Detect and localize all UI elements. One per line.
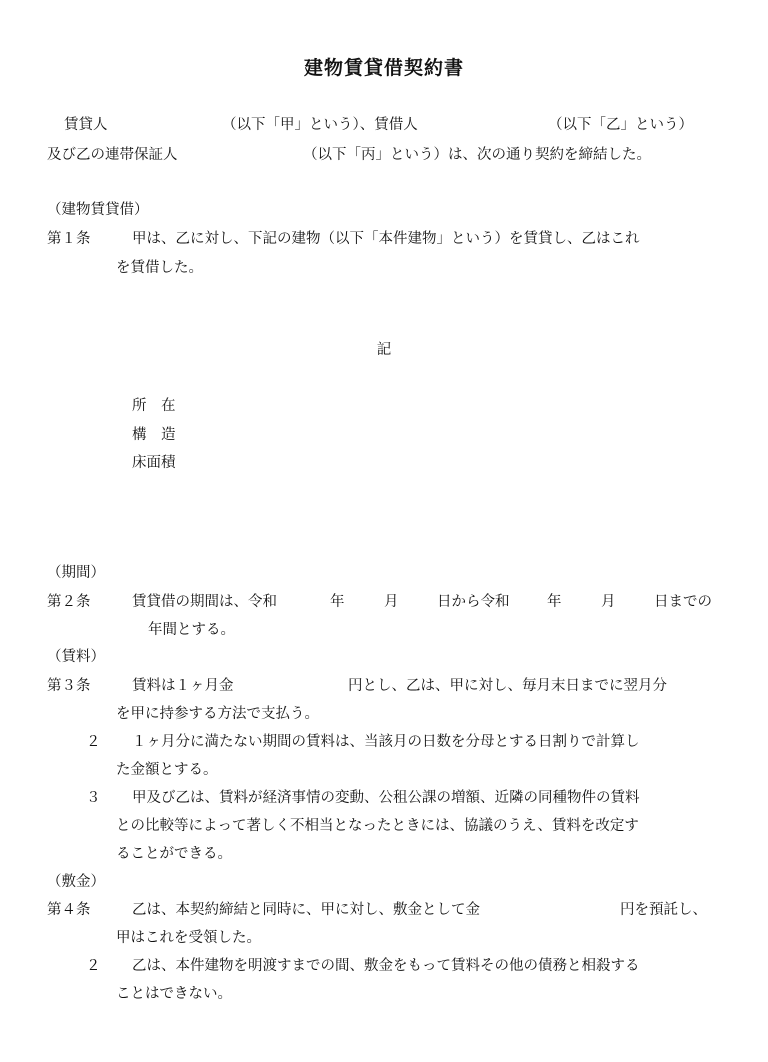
article-4-para-2-line-2: ことはできない。 — [116, 986, 232, 1002]
article-3-para-2-number: ２ — [86, 734, 101, 750]
article-2-year-1: 年 — [330, 594, 345, 610]
article-2-day-2: 日までの — [654, 594, 712, 610]
article-4-heading: （敷金） — [47, 874, 105, 890]
article-3-heading: （賃料） — [47, 649, 105, 665]
article-4-text-start: 乙は、本契約締結と同時に、甲に対し、敷金として金 — [132, 902, 480, 918]
article-3-para-2-line-1: １ヶ月分に満たない期間の賃料は、当該月の日数を分母とする日割りで計算し — [132, 734, 640, 750]
document-title: 建物賃貸借契約書 — [303, 57, 464, 79]
article-3-para-3-number: ３ — [86, 790, 101, 806]
article-4-label: 第４条 — [47, 902, 91, 918]
article-3-para-3-line-3: ることができる。 — [116, 846, 232, 862]
article-1-text-line-2: を賃借した。 — [116, 260, 203, 276]
property-structure-label: 構 造 — [132, 427, 176, 443]
article-1-heading: （建物賃貸借） — [47, 202, 149, 218]
guarantor-alias: （以下「丙」という）は、次の通り契約を締結した。 — [303, 147, 651, 163]
ki-marker: 記 — [376, 342, 392, 358]
lessee-alias: （以下「乙」という） — [548, 117, 693, 133]
article-4-text-end: 円を預託し、 — [620, 902, 707, 918]
article-2-text-line-2: 年間とする。 — [148, 622, 235, 638]
article-3-para-2-line-2: た金額とする。 — [116, 762, 218, 778]
article-4-text-line-2: 甲はこれを受領した。 — [116, 930, 261, 946]
article-2-month-1: 月 — [384, 594, 399, 610]
lessor-alias: （以下「甲」という）、賃借人 — [222, 117, 418, 133]
article-3-text-start: 賃料は１ヶ月金 — [132, 678, 234, 694]
article-2-year-2: 年 — [547, 594, 562, 610]
guarantor-label: 及び乙の連帯保証人 — [47, 147, 178, 163]
article-2-text-start: 賃貸借の期間は、令和 — [132, 594, 277, 610]
article-3-label: 第３条 — [47, 678, 91, 694]
article-4-para-2-number: ２ — [86, 958, 101, 974]
article-2-day-1: 日から令和 — [437, 594, 510, 610]
article-3-text-end: 円とし、乙は、甲に対し、毎月末日までに翌月分 — [348, 678, 667, 694]
article-3-para-3-line-2: との比較等によって著しく不相当となったときには、協議のうえ、賃料を改定す — [116, 818, 639, 834]
article-3-text-line-2: を甲に持参する方法で支払う。 — [116, 706, 319, 722]
article-2-heading: （期間） — [47, 565, 105, 581]
lessor-label: 賃貸人 — [64, 117, 108, 133]
article-3-para-3-line-1: 甲及び乙は、賃料が経済事情の変動、公租公課の増額、近隣の同種物件の賃料 — [132, 790, 640, 806]
article-2-label: 第２条 — [47, 594, 91, 610]
property-location-label: 所 在 — [132, 398, 176, 414]
property-floor-area-label: 床面積 — [132, 455, 176, 471]
article-1-text-line-1: 甲は、乙に対し、下記の建物（以下「本件建物」という）を賃貸し、乙はこれ — [132, 231, 640, 247]
article-4-para-2-line-1: 乙は、本件建物を明渡すまでの間、敷金をもって賃料その他の債務と相殺する — [132, 958, 640, 974]
article-1-label: 第１条 — [47, 231, 91, 247]
article-2-month-2: 月 — [601, 594, 616, 610]
